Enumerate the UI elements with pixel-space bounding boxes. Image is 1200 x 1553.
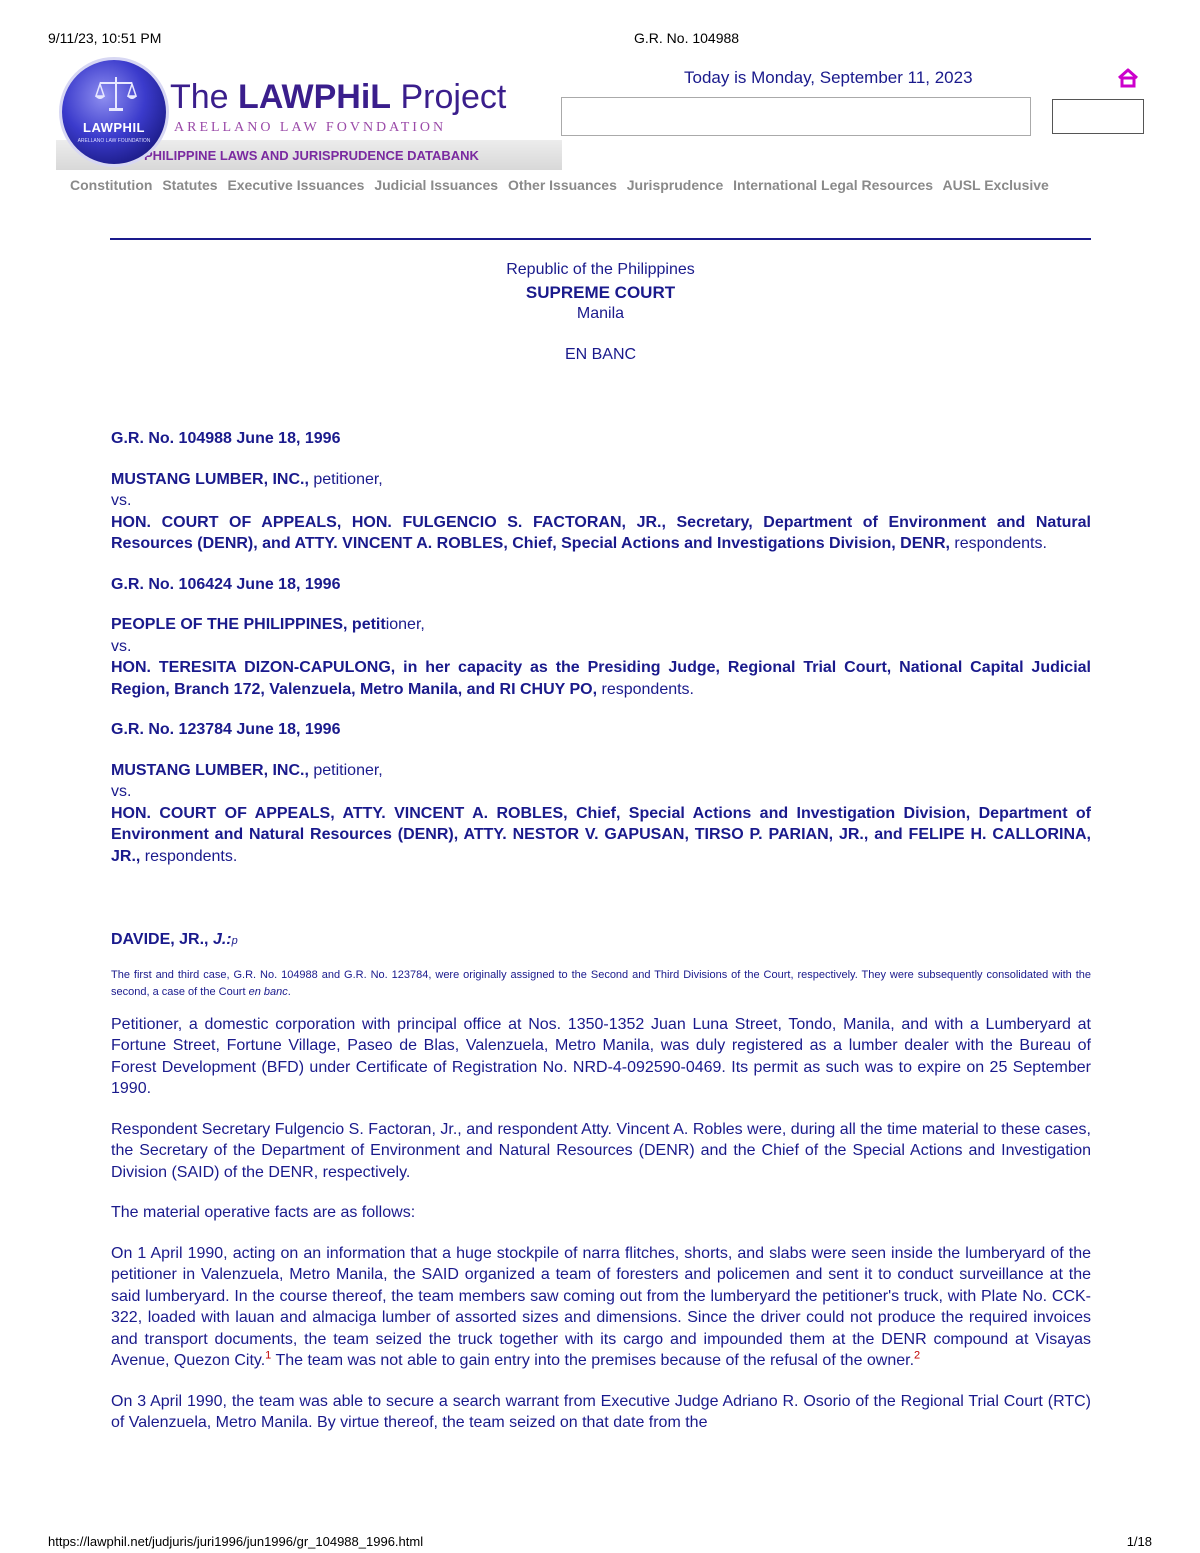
footnote-link[interactable]: 1 [265, 1349, 272, 1362]
case-gr-number: G.R. No. 104988 June 18, 1996 [111, 430, 341, 447]
case-caption [111, 760, 1091, 782]
republic-line: Republic of the Philippines [506, 261, 695, 278]
main-nav [70, 177, 1055, 193]
print-title: G.R. No. 104988 [634, 30, 740, 46]
case-gr-number: G.R. No. 123784 June 18, 1996 [111, 721, 341, 738]
paragraph: On 3 April 1990, the team was able to secure a search warrant from Executive Judge Adriano R. Osorio of the Regional Trial Court (RTC) of Valenzuela, Metro Manila. By virtue thereof, the team seized on that date from the [111, 1392, 1091, 1431]
databank-label: PHILIPPINE LAWS AND JURISPRUDENCE DATABANK [144, 148, 479, 163]
paragraph: Respondent Secretary Fulgencio S. Factoran, Jr., and respondent Atty. Vincent A. Robles were, during all the time material to these cases, the Secretary of the Department of Environment and Natural Resources (DENR) and the Chief of the Special Actions and Investigation Division (SAID) of the DENR, respectively. [111, 1120, 1091, 1181]
nav-constitution[interactable]: Constitution [70, 177, 153, 193]
petitioner-name: MUSTANG LUMBER, INC., [111, 470, 309, 488]
nav-ausl-exclusive[interactable]: AUSL Exclusive [942, 177, 1049, 193]
petitioner-role: ioner, [385, 616, 425, 633]
court-division: EN BANC [564, 346, 637, 363]
nav-jurisprudence[interactable]: Jurisprudence [626, 177, 724, 193]
paragraph-text: The team was not able to gain entry into the premises because of the refusal of the owner. [271, 1352, 915, 1369]
search-button[interactable] [1052, 99, 1144, 134]
case-gr-number: G.R. No. 106424 June 18, 1996 [111, 575, 341, 593]
versus: vs. [111, 492, 132, 509]
ponente-title: J.: [212, 931, 232, 948]
case-caption [111, 469, 1091, 491]
nav-other-issuances[interactable]: Other Issuances [507, 177, 617, 193]
respondent-names: HON. COURT OF APPEALS, ATTY. VINCENT A. ROBLES, Chief, Special Actions and Investigation Division, Department of Environment and Natural Resources (DENR), ATTY. NESTOR V. GAPUSAN, TIRSO P. PARIAN, JR., and FELIPE H. CALLORINA, JR., [111, 804, 1091, 865]
respondent-names: HON. COURT OF APPEALS, HON. FULGENCIO S. FACTORAN, JR., Secretary, Department of Environment and Natural Resources (DENR), and ATTY. VINCENT A. ROBLES, Chief, Special Actions and Investigations Division, DENR, [111, 513, 1091, 552]
ponente-suffix: p [231, 935, 238, 947]
petitioner-role: petitioner, [308, 761, 383, 779]
logo-title-prefix: The [170, 78, 239, 116]
print-url: https://lawphil.net/judjuris/juri1996/jun1996/gr_104988_1996.html [48, 1534, 424, 1549]
paragraph: The material operative facts are as follows: [111, 1204, 416, 1221]
note-end: . [287, 985, 291, 998]
note-italic: en banc [248, 985, 288, 998]
logo-title-suffix: Project [391, 78, 507, 116]
respondents [111, 803, 1091, 868]
logo-title [170, 78, 506, 117]
nav-judicial-issuances[interactable]: Judicial Issuances [374, 177, 499, 193]
home-icon[interactable] [1117, 67, 1139, 89]
print-header [48, 30, 1152, 50]
petitioner-role: petitioner, [308, 470, 383, 488]
case-caption [111, 614, 1091, 636]
nav-international-legal-resources[interactable]: International Legal Resources [733, 177, 934, 193]
footnote-link[interactable]: 2 [914, 1349, 921, 1362]
consolidation-note [111, 967, 1091, 1001]
respondent-role: respondents. [949, 535, 1047, 552]
print-date: 9/11/23, 10:51 PM [48, 30, 162, 46]
nav-statutes[interactable]: Statutes [162, 177, 218, 193]
ponente [111, 929, 1091, 953]
print-page-number: 1/18 [1126, 1534, 1152, 1549]
paragraph: Petitioner, a domestic corporation with principal office at Nos. 1350-1352 Juan Luna Street, Tondo, Manila, and with a Lumberyard at Fortune Street, Fortune Village, Paseo de Blas, Valenzuela, Metro Manila, was duly registered as a lumber dealer with the Bureau of Forest Development (BFD) under Certificate of Registration No. NRD-4-092590-0469. Its permit as such was to expire on 25 September 1990. [111, 1015, 1091, 1097]
respondent-role: respondents. [140, 847, 238, 865]
seal-tagline: ARELLANO LAW FOUNDATION [77, 138, 151, 144]
lawphil-logo[interactable] [56, 58, 562, 170]
paragraph [111, 1243, 1091, 1372]
header-divider [110, 238, 1091, 240]
seal-label: LAWPHIL [83, 120, 145, 135]
petitioner-name: PEOPLE OF THE PHILIPPINES, petit [111, 616, 386, 633]
lawphil-seal-icon [62, 60, 166, 164]
nav-executive-issuances[interactable]: Executive Issuances [227, 177, 365, 193]
logo-title-brand: LAWPHiL [238, 78, 392, 116]
note-text: The first and third case, G.R. No. 104988 and G.R. No. 123784, were originally assigned to the Second and Third Divisions of the Court, respectively. They were subsequently consolidated with the second, a case of the Court [111, 968, 1091, 998]
petitioner-name: MUSTANG LUMBER, INC., [111, 761, 309, 779]
scales-of-justice-icon [94, 74, 138, 114]
decision-body [111, 428, 1091, 1434]
respondent-role: respondents. [597, 680, 694, 698]
court-city: Manila [576, 305, 625, 322]
respondents [111, 657, 1091, 700]
versus: vs. [111, 637, 132, 655]
versus: vs. [111, 783, 132, 800]
paragraph-text: On 1 April 1990, acting on an information that a huge stockpile of narra flitches, shorts, and slabs were seen inside the lumberyard of the petitioner in Valenzuela, Metro Manila, the SAID organized a team of foresters and policemen and sent it to conduct surveillance at the said lumberyard. In the course thereof, the team members saw coming out from the lumberyard the petitioner's truck, with Plate No. CCK-322, loaded with lauan and almaciga lumber of assorted sizes and dimensions. Since the driver could not produce the required invoices and transport documents, the team seized the truck together with its cargo and impounded them at the DENR compound at Visayas Avenue, Quezon City. [111, 1244, 1091, 1369]
ponente-name: DAVIDE, JR., [111, 931, 213, 948]
search-input[interactable] [561, 97, 1031, 136]
court-name: SUPREME COURT [525, 283, 676, 302]
today-date: Today is Monday, September 11, 2023 [684, 68, 973, 87]
respondents [111, 512, 1091, 555]
respondent-names: HON. TERESITA DIZON-CAPULONG, in her capacity as the Presiding Judge, Regional Trial Court, National Capital Judicial Region, Branch 172, Valenzuela, Metro Manila, and RI CHUY PO, [111, 659, 1091, 698]
logo-subtitle: ARELLANO LAW FOVNDATION [174, 120, 447, 135]
